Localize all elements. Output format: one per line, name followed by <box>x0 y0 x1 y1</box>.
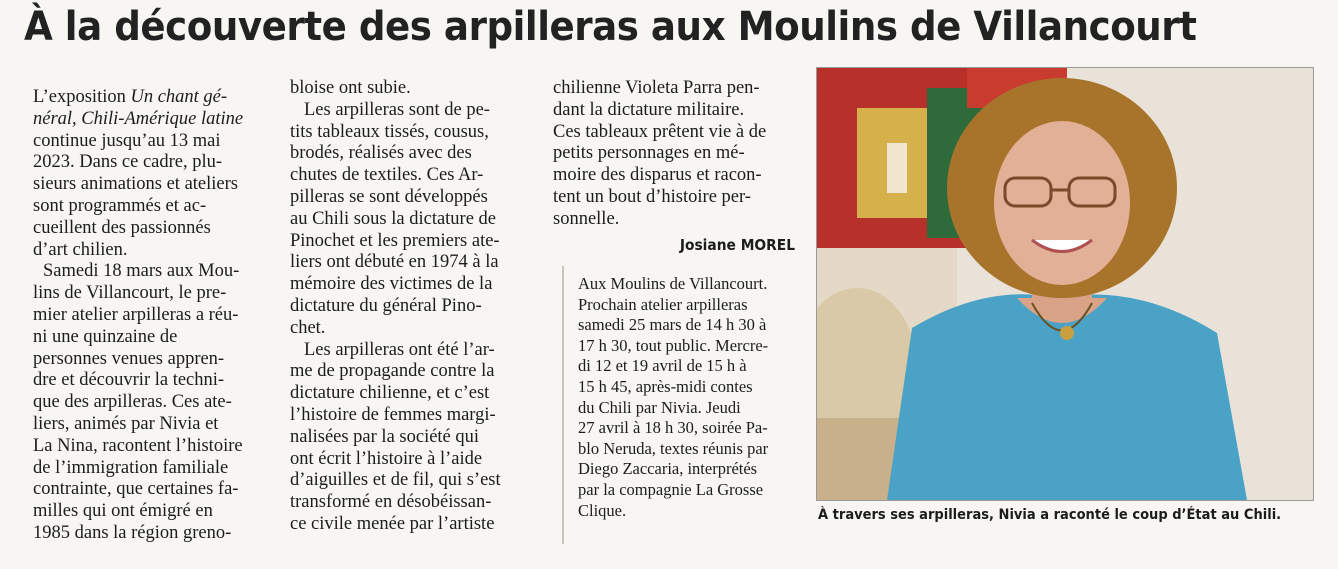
infobox-line: blo Neruda, textes réunis par <box>578 438 769 458</box>
text-line: sonnelle. <box>553 208 620 229</box>
text-line <box>33 349 273 371</box>
text-line <box>33 523 273 545</box>
text-line <box>33 174 273 196</box>
text-fragment: personnes venues appren- <box>33 348 225 369</box>
text-line: au Chili sous la dictature de <box>290 208 497 229</box>
text-line: Les arpilleras sont de pe- <box>304 99 490 120</box>
text-fragment: que des arpilleras. Ces ate- <box>33 392 232 413</box>
infobox-line: Diego Zaccaria, interprétés <box>578 459 758 479</box>
text-line <box>33 479 273 501</box>
text-line: ont écrit l’histoire à l’aide <box>290 448 483 469</box>
text-line: petits personnages en mé- <box>553 143 745 164</box>
text-fragment: de l’immigration familiale <box>33 457 229 478</box>
text-line <box>33 501 273 523</box>
text-line <box>33 458 273 480</box>
text-line: chet. <box>290 317 326 338</box>
headline: À la découverte des arpilleras aux Moulins de Villancourt <box>24 4 1197 50</box>
text-line <box>33 131 273 153</box>
infobox-line: Prochain atelier arpilleras <box>578 294 748 314</box>
text-line: me de propagande contre la <box>290 361 495 382</box>
infobox-line: samedi 25 mars de 14 h 30 à <box>578 315 767 335</box>
text-line <box>33 283 273 305</box>
infobox-line: di 12 et 19 avril de 15 h à <box>578 356 747 376</box>
text-line: chilienne Violeta Parra pen- <box>553 78 760 98</box>
text-fragment: Samedi 18 mars aux Mou- <box>43 261 240 282</box>
text-fragment: dre et découvrir la techni- <box>33 370 225 391</box>
text-fragment: sont programmés et ac- <box>33 195 207 216</box>
byline: Josiane MOREL <box>679 235 795 254</box>
infobox-line: Clique. <box>578 500 627 520</box>
text-line <box>33 370 273 392</box>
text-fragment: cueillent des passionnés <box>33 217 211 238</box>
text-line <box>33 261 273 283</box>
text-fragment: mier atelier arpilleras a réu- <box>33 304 239 325</box>
text-fragment: ni une quinzaine de <box>33 326 178 347</box>
text-fragment: Un chant gé- <box>130 87 228 107</box>
text-fragment: néral, Chili-Amérique latine <box>33 108 244 129</box>
text-line: d’aiguilles et de fil, qui s’est <box>290 470 501 491</box>
text-line <box>33 436 273 458</box>
text-fragment: La Nina, racontent l’histoire <box>33 435 243 456</box>
text-fragment: lins de Villancourt, le pre- <box>33 283 227 304</box>
text-line <box>33 240 273 262</box>
event-infobox <box>562 266 814 544</box>
text-line <box>33 196 273 218</box>
text-line: transformé en désobéissan- <box>290 492 492 513</box>
infobox-line: du Chili par Nivia. Jeudi <box>578 397 741 417</box>
text-line: mémoire des victimes de la <box>290 274 493 295</box>
text-line <box>33 305 273 327</box>
text-line: Ces tableaux prêtent vie à de <box>553 121 767 142</box>
article-column-1 <box>33 87 273 545</box>
infobox-line: Aux Moulins de Villancourt. <box>578 274 768 293</box>
text-fragment: L’exposition <box>33 87 131 107</box>
text-line: brodés, réalisés avec des <box>290 143 472 164</box>
text-fragment: sieurs animations et ateliers <box>33 174 238 195</box>
text-line <box>33 152 273 174</box>
text-line: Pinochet et les premiers ate- <box>290 230 500 251</box>
infobox-line: par la compagnie La Grosse <box>578 479 764 499</box>
text-line: ce civile menée par l’artiste <box>290 513 495 534</box>
text-line: dictature du général Pino- <box>290 295 482 316</box>
text-line: dant la dictature militaire. <box>553 99 745 120</box>
article-photo <box>816 67 1314 501</box>
text-line <box>33 218 273 240</box>
photo-caption: À travers ses arpilleras, Nivia a raconté le coup d’État au Chili. <box>818 507 1282 523</box>
infobox-line: 27 avril à 18 h 30, soirée Pa- <box>578 418 768 438</box>
text-fragment: continue jusqu’au 13 mai <box>33 130 221 151</box>
text-fragment: milles qui ont émigré en <box>33 501 213 522</box>
text-line: liers ont débuté en 1974 à la <box>290 252 499 273</box>
text-fragment: d’art chilien. <box>33 239 128 260</box>
text-line: pilleras se sont développés <box>290 186 488 207</box>
text-line: tent un bout d’histoire per- <box>553 186 751 207</box>
text-fragment: 1985 dans la région greno- <box>33 522 232 543</box>
photo-illustration <box>817 68 1313 500</box>
text-line: nalisées par la société qui <box>290 426 480 447</box>
text-line <box>33 392 273 414</box>
text-line: bloise ont subie. <box>290 78 411 98</box>
text-fragment: contrainte, que certaines fa- <box>33 479 239 500</box>
text-fragment: 2023. Dans ce cadre, plu- <box>33 152 223 173</box>
article-column-2 <box>290 78 530 536</box>
text-line <box>33 109 273 131</box>
text-line: Les arpilleras ont été l’ar- <box>304 339 495 360</box>
text-line <box>33 327 273 349</box>
text-line <box>33 87 273 109</box>
infobox-line: 15 h 45, après-midi contes <box>578 376 753 396</box>
text-line: moire des disparus et racon- <box>553 165 762 186</box>
text-line: chutes de textiles. Ces Ar- <box>290 165 484 186</box>
text-line: l’histoire de femmes margi- <box>290 404 496 425</box>
infobox-line: 17 h 30, tout public. Mercre- <box>578 335 769 355</box>
text-line <box>33 414 273 436</box>
text-fragment: liers, animés par Nivia et <box>33 413 219 434</box>
text-line: dictature chilienne, et c’est <box>290 383 490 404</box>
article-column-3 <box>553 78 795 256</box>
text-line: tits tableaux tissés, cousus, <box>290 121 489 142</box>
